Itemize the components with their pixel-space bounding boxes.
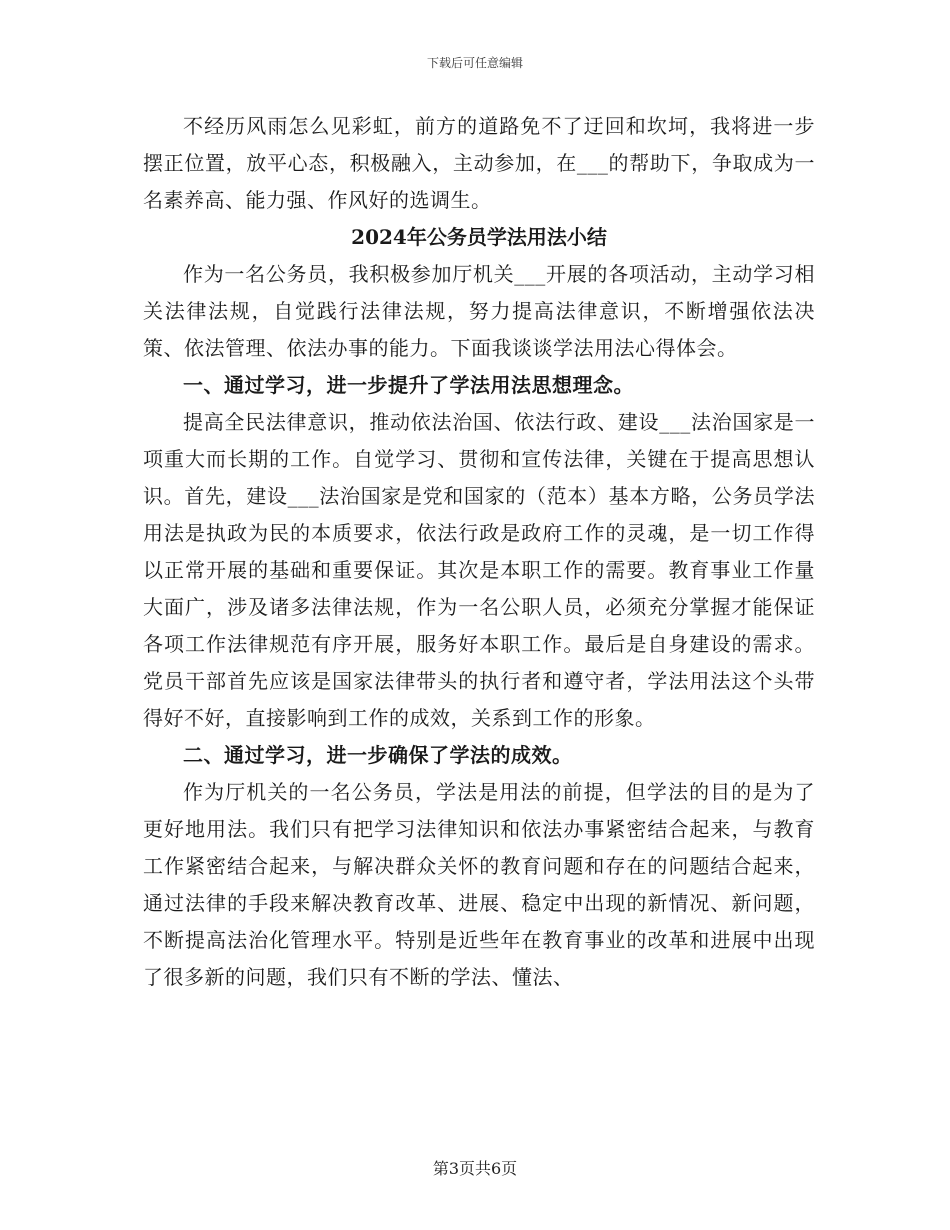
section-heading-2: 二、通过学习，进一步确保了学法的成效。 — [183, 743, 573, 767]
document-title: 2024年公务员学法用法小结 — [351, 225, 607, 249]
paragraph-intro-continuation: 不经历风雨怎么见彩虹，前方的道路免不了迂回和坎坷，我将进一步摆正位置，放平心态，积极融入，主动参加，在___的帮助下，争取成为一名素养高、能力强、作风好的选调生。 — [143, 114, 815, 212]
section-heading-1: 一、通过学习，进一步提升了学法用法思想理念。 — [183, 373, 634, 397]
page-footer: 第3页共6页 — [432, 1159, 518, 1178]
page-header-note: 下载后可任意编辑 — [426, 56, 523, 70]
paragraph-section-2: 作为厅机关的一名公务员，学法是用法的前提，但学法的目的是为了更好地用法。我们只有把学习法律知识和依法办事紧密结合起来，与教育工作紧密结合起来，与解决群众关怀的教育问题和存在的问题结合起来，通过法律的手段来解决教育改革、进展、稳定中出现的新情况、新问题，不断提高法治化管理水平。特别是近些年在教育事业的改革和进展中出现了很多新的问题，我们只有不断的学法、懂法、 — [143, 780, 815, 989]
paragraph-section-1: 提高全民法律意识，推动依法治国、依法行政、建设___法治国家是一项重大而长期的工作。自觉学习、贯彻和宣传法律，关键在于提高思想认识。首先，建设___法治国家是党和国家的（范本）基本方略，公务员学法用法是执政为民的本质要求，依法行政是政府工作的灵魂，是一切工作得以正常开展的基础和重要保证。其次是本职工作的需要。教育事业工作量大面广，涉及诸多法律法规，作为一名公职人员，必须充分掌握才能保证各项工作法律规范有序开展，服务好本职工作。最后是自身建设的需求。党员干部首先应该是国家法律带头的执行者和遵守者，学法用法这个头带得好不好，直接影响到工作的成效，关系到工作的形象。 — [143, 410, 815, 730]
paragraph-opening: 作为一名公务员，我积极参加厅机关___开展的各项活动，主动学习相关法律法规，自觉践行法律法规，努力提高法律意识，不断增强依法决策、依法管理、依法办事的能力。下面我谈谈学法用法心得体会。 — [143, 262, 815, 360]
document-body — [143, 108, 815, 996]
